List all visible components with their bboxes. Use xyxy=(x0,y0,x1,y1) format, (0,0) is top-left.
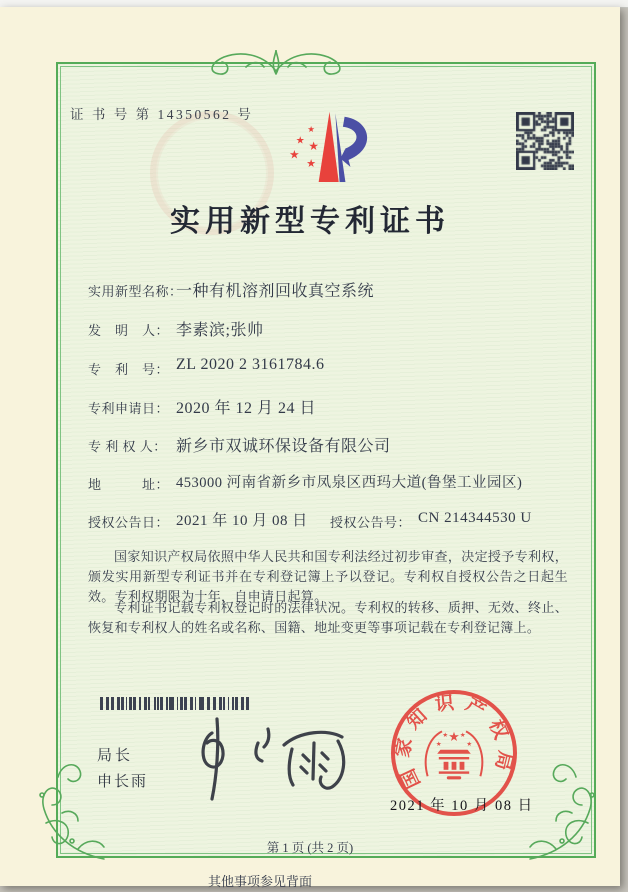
seal-ring-text: 国家知识产权局 xyxy=(392,691,516,792)
svg-text:★: ★ xyxy=(295,135,305,147)
field-value: 2021 年 10 月 08 日 xyxy=(176,513,308,529)
legal-paragraph: 国家知识产权局依照中华人民共和国专利法经过初步审查，决定授予专利权，颁发实用新型专利证书并在专利登记簿上予以登记。专利权自授权公告之日起生效。专利权期限为十年，自申请日起算。 xyxy=(88,549,568,604)
svg-text:★: ★ xyxy=(442,731,449,739)
barcode xyxy=(100,697,254,710)
field-label: 地 址： xyxy=(88,477,170,492)
field-label: 授权公告日： xyxy=(88,515,170,530)
cnipa-logo-icon xyxy=(262,100,382,192)
director-name: 申长雨 xyxy=(97,774,149,790)
field-value: 453000 河南省新乡市凤泉区西玛大道(鲁堡工业园区) xyxy=(176,475,523,491)
field-row-address xyxy=(88,471,598,493)
top-border-ornament-icon xyxy=(198,47,354,77)
field-label: 授权公告号： xyxy=(330,515,412,530)
svg-text:★: ★ xyxy=(466,739,473,748)
director-title: 局长 xyxy=(97,748,134,764)
field-row-inventor xyxy=(88,317,598,339)
field-row-grant xyxy=(88,509,598,531)
field-value: CN 214344530 U xyxy=(418,510,532,526)
field-label: 实用新型名称： xyxy=(88,284,183,299)
field-value: 2020 年 12 月 24 日 xyxy=(176,400,317,417)
back-side-note: 其他事项参见背面 xyxy=(207,874,312,889)
field-row-patent-no xyxy=(88,356,598,378)
field-value: ZL 2020 2 3161784.6 xyxy=(176,356,325,373)
svg-text:★: ★ xyxy=(308,139,319,154)
svg-text:★: ★ xyxy=(306,156,317,170)
field-label: 专 利 权 人： xyxy=(88,439,167,454)
field-value: 李素滨;张帅 xyxy=(176,322,264,339)
director-signature-icon xyxy=(188,713,353,805)
field-label: 专利申请日： xyxy=(88,401,170,416)
field-row-patentee xyxy=(88,433,598,455)
national-emblem-icon xyxy=(426,730,483,779)
field-row-filing-date xyxy=(88,395,598,417)
field-value: 新乡市双诚环保设备有限公司 xyxy=(176,438,391,455)
legal-paragraph: 专利证书记载专利权登记时的法律状况。专利权的转移、质押、无效、终止、恢复和专利权人的姓名或名称、国籍、地址变更等事项记载在专利登记簿上。 xyxy=(88,600,568,635)
svg-text:★: ★ xyxy=(448,730,460,745)
certificate-page xyxy=(0,7,620,889)
svg-text:★: ★ xyxy=(307,123,315,134)
field-row-name xyxy=(88,278,598,300)
field-label: 专 利 号： xyxy=(88,362,170,377)
field-value: 一种有机溶剂回收真空系统 xyxy=(176,283,375,300)
certificate-number: 证 书 号 第 14350562 号 xyxy=(70,107,254,122)
svg-text:★: ★ xyxy=(459,731,466,739)
field-label: 发 明 人： xyxy=(88,323,170,338)
certificate-title: 实用新型专利证书 xyxy=(170,205,450,238)
seal-date: 2021 年 10 月 08 日 xyxy=(390,798,534,814)
page-number: 第 1 页 (共 2 页) xyxy=(266,841,354,855)
qr-code xyxy=(516,112,574,170)
svg-text:★: ★ xyxy=(289,147,300,162)
svg-text:★: ★ xyxy=(435,739,442,748)
